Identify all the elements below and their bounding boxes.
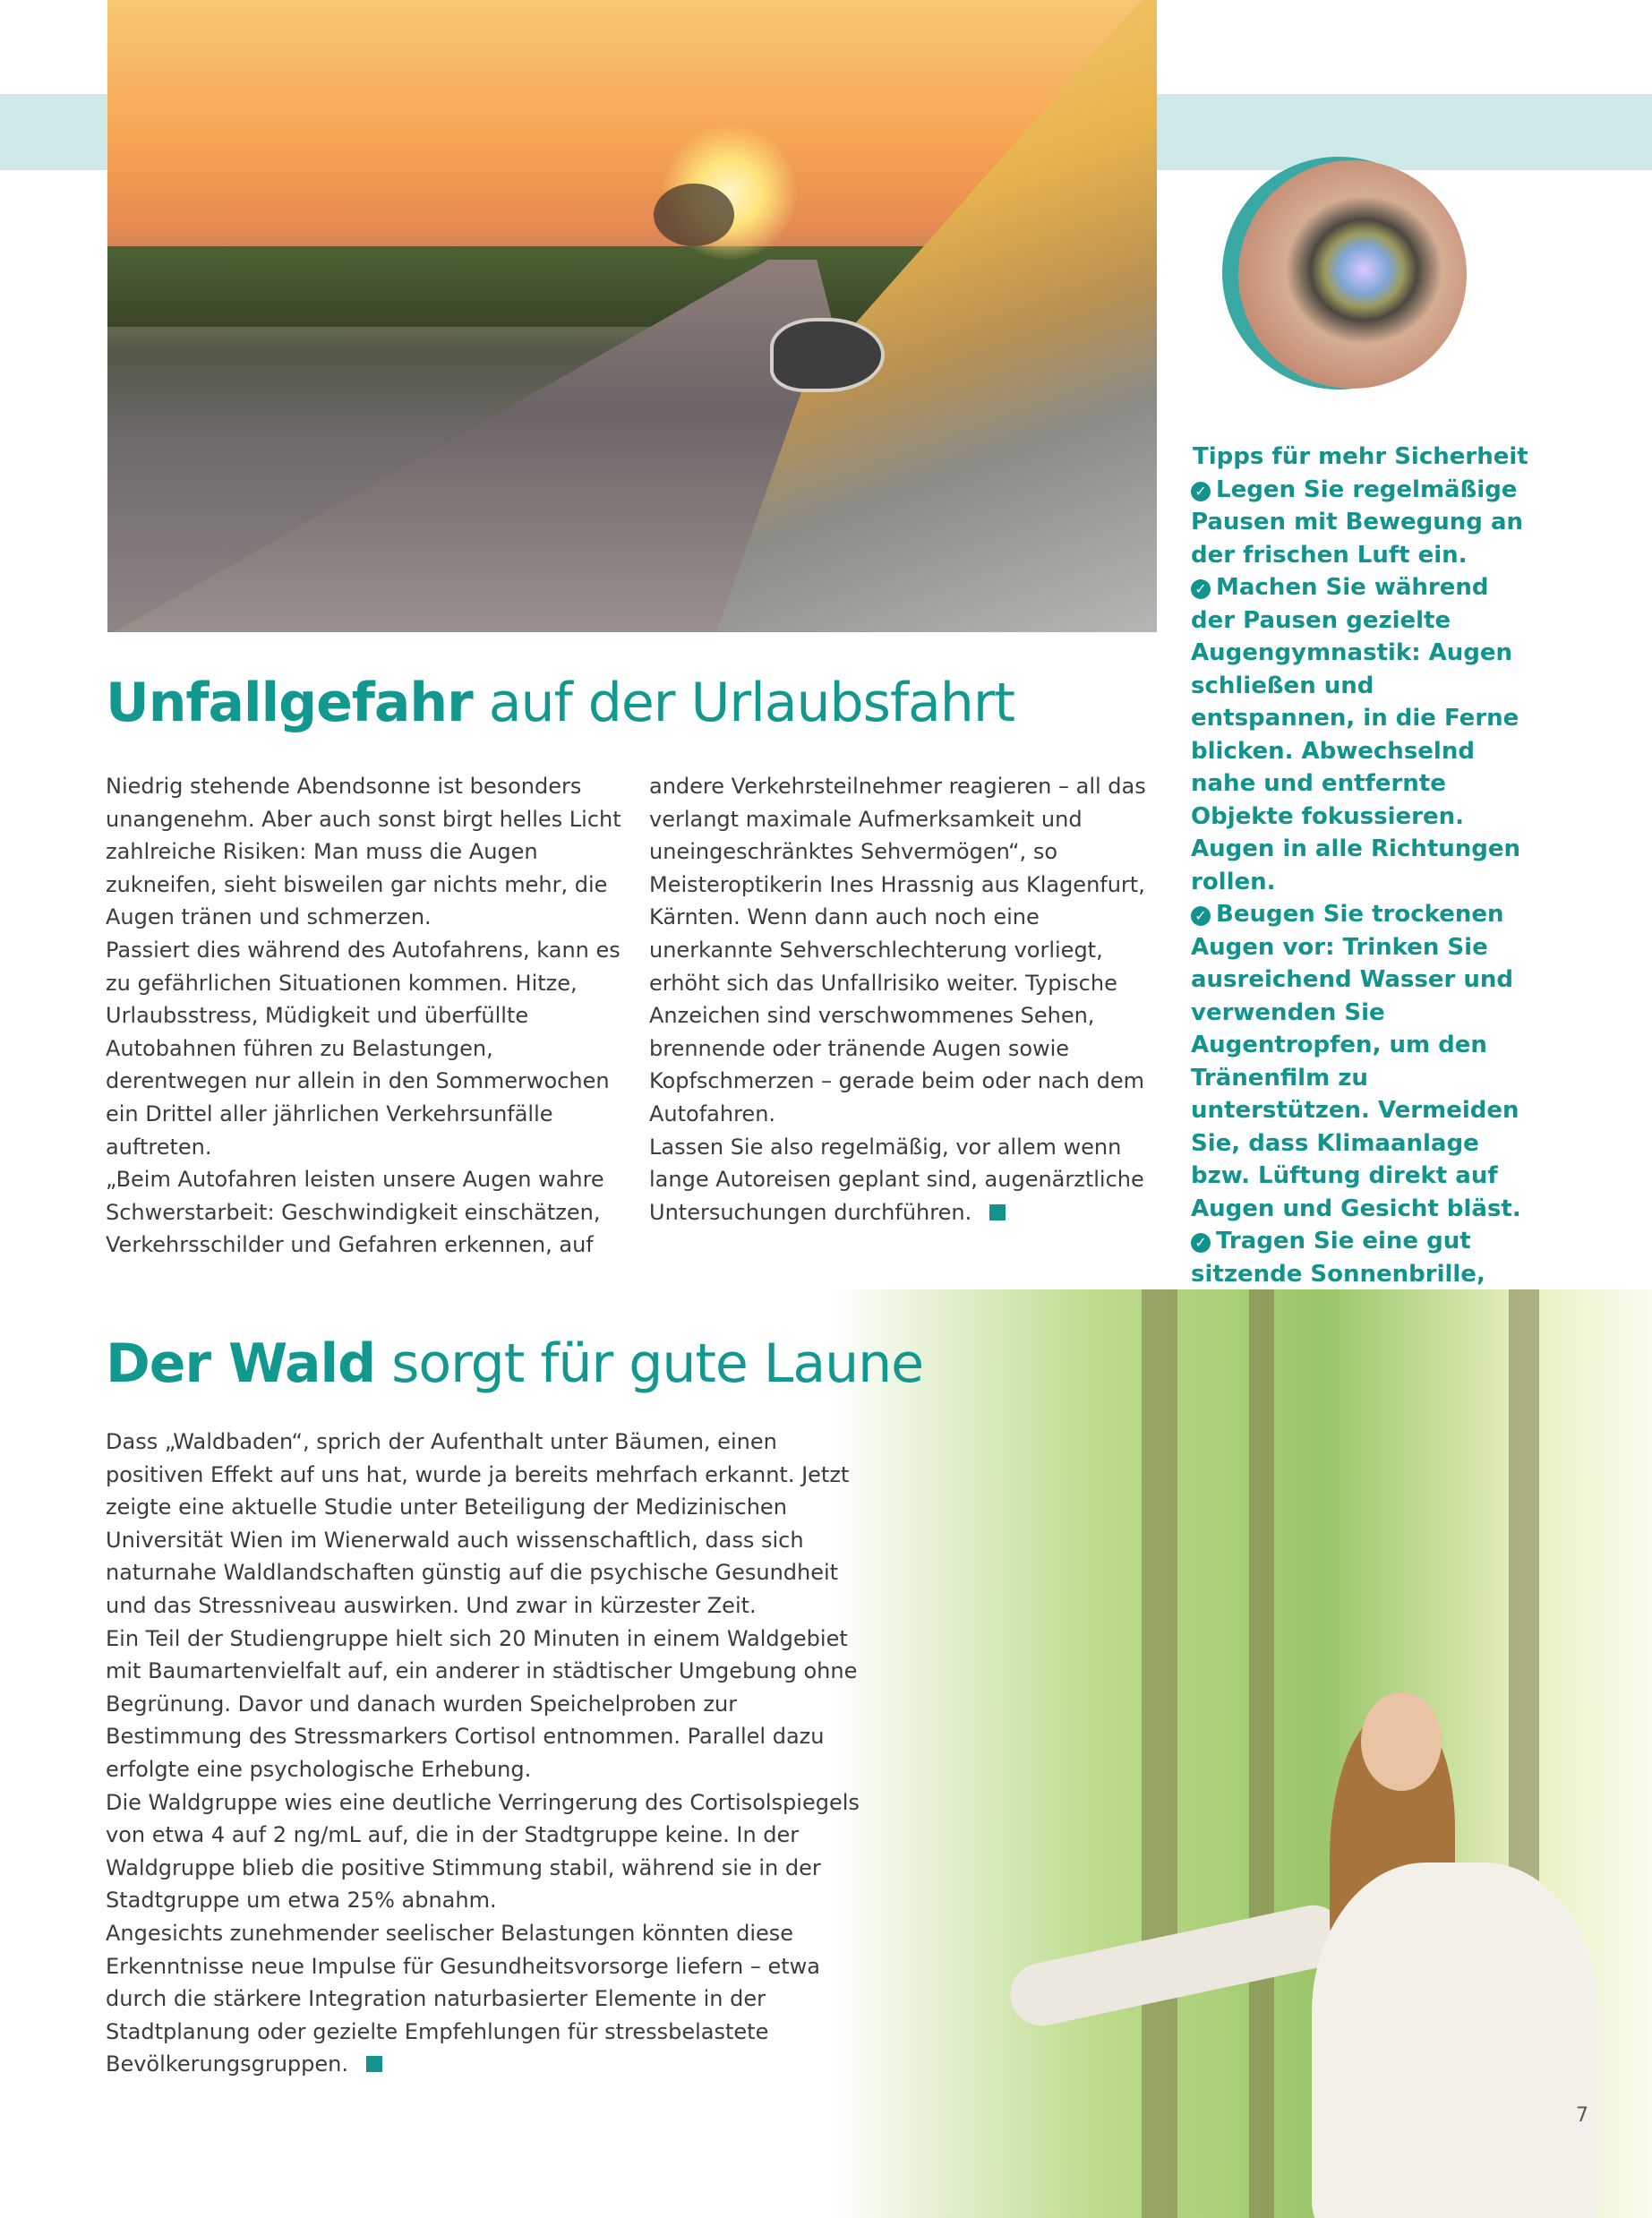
article1-column-left: [106, 770, 625, 1262]
tips-box: [1191, 441, 1531, 1356]
tips-title: Tipps für mehr Sicherheit: [1193, 443, 1528, 470]
photo-side-mirror: [770, 318, 885, 392]
eye-photo: [1238, 160, 1467, 389]
article1-paragraph-text: Lassen Sie also regelmäßig, vor allem wenn lange Autoreisen geplant sind, augenärztliche Untersuchungen durchführen.: [649, 1134, 1144, 1225]
article1-headline-bold: Unfallgefahr: [106, 672, 473, 734]
article2-body: [106, 1426, 867, 2081]
article2-headline-rest: sorgt für gute Laune: [375, 1332, 924, 1395]
article2-paragraph-text: Angesichts zunehmender seelischer Belastungen könnten diese Erkenntnisse neue Impulse für Gesundheitsvorsorge liefern – etwa durch die stärkere Integration naturbasierter Elemente in der Stadtplanung oder gezielte Empfehlungen für stressbelastete Bevölkerungsgruppen.: [106, 1920, 820, 2077]
tip-text: Tragen Sie eine gut sitzende Sonnenbrille,: [1191, 1228, 1485, 1288]
article1-paragraph: andere Verkehrsteilnehmer reagieren – all das verlangt maximale Aufmerksamkeit und uneingeschränktes Sehvermögen“, so Meisteroptikerin Ines Hrassnig aus Klagenfurt, Kärnten. Wenn dann auch noch eine unerkannte Sehverschlechterung vorliegt, erhöht sich das Unfallrisiko weiter. Typische Anzeichen sind verschwommenes Sehen, brennende oder tränende Augen sowie Kopfschmerzen – gerade beim oder nach dem Autofahren.: [649, 774, 1146, 1126]
photo-woman-face: [1361, 1692, 1442, 1791]
tip-text: Beugen Sie trockenen Augen vor: Trinken Sie ausreichend Wasser und verwenden Sie Augentropfen, um den Tränenfilm zu unterstützen. Vermeiden Sie, dass Klimaanlage bzw. Lüftung direkt auf Augen und Gesicht bläst.: [1191, 901, 1521, 1222]
article1-paragraph-last: [649, 1131, 1160, 1229]
article2-paragraph: Die Waldgruppe wies eine deutliche Verringerung des Cortisolspiegels von etwa 4 auf 2 ng/mL auf, die in der Stadtgruppe keine. In der Waldgruppe blieb die positive Stimmung stabil, während sie in der Stadtgruppe um etwa 25% abnahm.: [106, 1789, 860, 1914]
tip-item: [1191, 571, 1531, 898]
article1-headline-rest: auf der Urlaubsfahrt: [472, 672, 1015, 734]
eye-photo-badge: [1222, 157, 1485, 394]
end-mark-icon: [366, 2056, 382, 2072]
article1-paragraph: Niedrig stehende Abendsonne ist besonders unangenehm. Aber auch sonst birgt helles Licht zahlreiche Risiken: Man muss die Augen zukneifen, sieht bisweilen gar nichts mehr, die Augen tränen und schmerzen.: [106, 774, 621, 930]
article1-paragraph: Passiert dies während des Autofahrens, kann es zu gefährlichen Situationen kommen. Hitze, Urlaubsstress, Müdigkeit und überfüllte Autobahnen führen zu Belastungen, derentwegen nur allein in den Sommerwochen ein Drittel aller jährlichen Verkehrsunfälle auftreten.: [106, 937, 621, 1160]
photo-tree-trunk: [1249, 1289, 1274, 2218]
article1-column-middle: [649, 770, 1160, 1229]
check-icon: ✓: [1191, 906, 1211, 926]
page-number: 7: [1576, 2104, 1588, 2127]
photo-tree-trunk: [1142, 1289, 1177, 2218]
road-sunset-photo: [107, 0, 1157, 632]
photo-tree: [654, 184, 734, 246]
article2-headline: [106, 1332, 923, 1395]
article2-paragraph: Dass „Waldbaden“, sprich der Aufenthalt unter Bäumen, einen positiven Effekt auf uns hat, wurde ja bereits mehrfach erkannt. Jetzt zeigte eine aktuelle Studie unter Beteiligung der Medizinischen Universität Wien im Wienerwald auch wissenschaftlich, dass sich naturnahe Waldlandschaften günstig auf die psychische Gesundheit und das Stressniveau auswirken. Und zwar in kürzester Zeit.: [106, 1429, 850, 1618]
tip-item: [1191, 898, 1531, 1225]
article1-paragraph: „Beim Autofahren leisten unsere Augen wahre Schwerstarbeit: Geschwindigkeit einschätzen, Verkehrsschilder und Gefahren erkennen, auf: [106, 1167, 604, 1258]
tip-text: Machen Sie während der Pausen gezielte Augengymnastik: Augen schließen und entspannen, in die Ferne blicken. Abwechselnd nahe und entfernte Objekte fokussieren. Augen in alle Richtungen rollen.: [1191, 574, 1521, 895]
photo-woman-shirt: [1312, 1863, 1598, 2218]
article2-headline-bold: Der Wald: [106, 1332, 376, 1395]
check-icon: ✓: [1191, 482, 1211, 501]
check-icon: ✓: [1191, 1233, 1211, 1253]
tip-text: Legen Sie regelmäßige Pausen mit Bewegung an der frischen Luft ein.: [1191, 475, 1524, 569]
article1-headline: [106, 672, 1014, 734]
tip-item: [1191, 474, 1531, 572]
forest-woman-photo: [828, 1289, 1652, 2218]
article2-paragraph: Ein Teil der Studiengruppe hielt sich 20 Minuten in einem Waldgebiet mit Baumartenvielfalt auf, ein anderer in städtischer Umgebung ohne Begrünung. Davor und danach wurden Speichelproben zur Bestimmung des Stressmarkers Cortisol entnommen. Parallel dazu erfolgte eine psychologische Erhebung.: [106, 1625, 858, 1782]
photo-woman-arm: [1005, 1899, 1350, 2031]
end-mark-icon: [989, 1204, 1006, 1220]
article2-paragraph-last: [106, 1917, 867, 2081]
check-icon: ✓: [1191, 579, 1211, 599]
